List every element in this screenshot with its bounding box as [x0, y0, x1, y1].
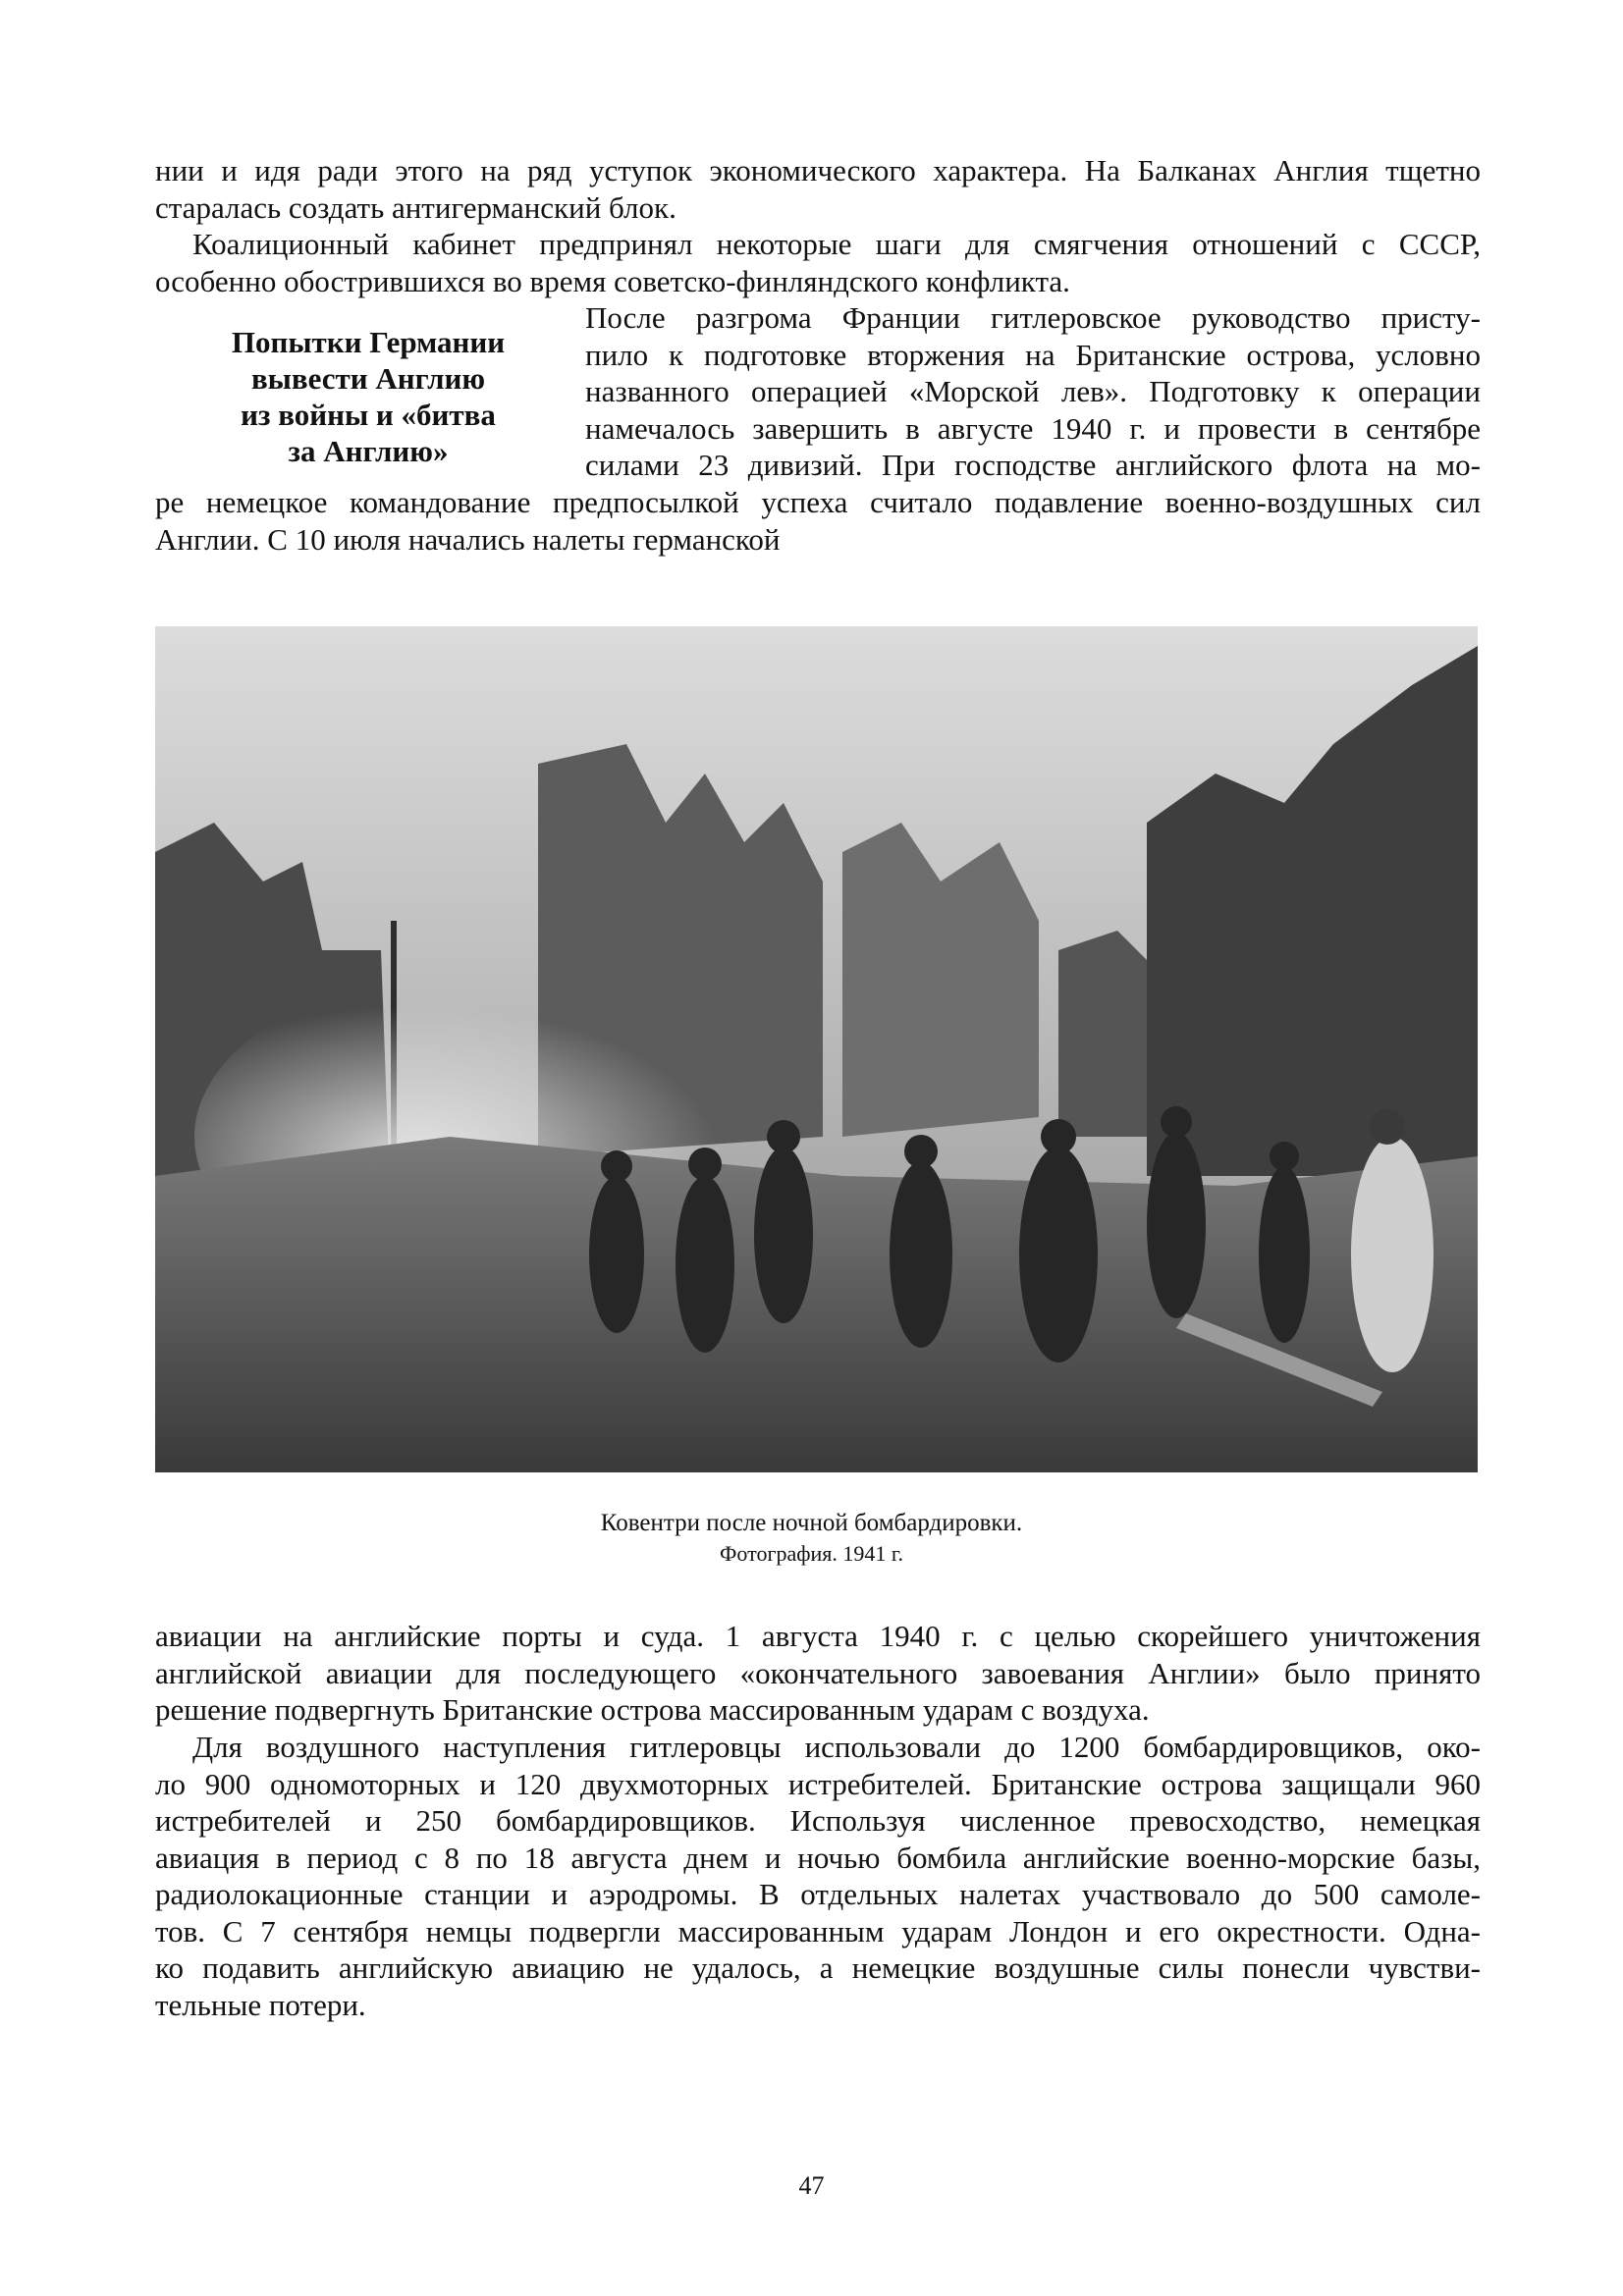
text-line: английской авиации для последующего «окончательного завоевания Англии» было принято	[155, 1655, 1481, 1690]
photo-illustration	[155, 626, 1478, 1472]
text-line: старалась создать антигерманский блок.	[155, 189, 676, 225]
paragraph-1	[155, 152, 1481, 226]
paragraph-2	[155, 226, 1481, 299]
text-line: авиации на английские порты и суда. 1 августа 1940 г. с целью скорейшего уничтожения	[155, 1619, 1481, 1653]
text-line: авиация в период с 8 по 18 августа днем и ночью бомбила английские военно-морские базы,	[155, 1840, 1481, 1875]
text-line: нии и идя ради этого на ряд уступок экономического характера. На Балканах Англия тщетно	[155, 153, 1481, 187]
text-line: ло 900 одномоторных и 120 двухмоторных истребителей. Британские острова защищали 960	[155, 1766, 1481, 1801]
text-line: особенно обострившихся во время советско-финляндского конфликта.	[155, 263, 1070, 298]
text-line: Для воздушного наступления гитлеровцы использовали до 1200 бомбардировщиков, око-	[192, 1730, 1481, 1764]
paragraph-4	[155, 1618, 1481, 1729]
page-number: 47	[798, 2171, 825, 2200]
heading-line: из войны и «битва	[241, 398, 496, 432]
heading-line: за Англию»	[288, 434, 449, 468]
text-line: ко подавить английскую авиацию не удалось, а немецкие воздушные силы понесли чувстви-	[155, 1950, 1481, 1985]
text-line: силами 23 дивизий. При господстве английского флота на мо-	[585, 448, 1481, 482]
paragraph-5	[155, 1729, 1481, 2023]
text-line: После разгрома Франции гитлеровское руководство присту-	[585, 300, 1481, 335]
paragraph-3-continued	[155, 484, 1481, 558]
text-line: названного операцией «Морской лев». Подготовку к операции	[585, 374, 1481, 408]
text-line: намечалось завершить в августе 1940 г. и провести в сентябре	[585, 410, 1481, 446]
figure-caption-subtitle: Фотография. 1941 г.	[720, 1541, 903, 1566]
text-line: тов. С 7 сентября немцы подвергли массированным ударам Лондон и его окрестности. Одна-	[155, 1913, 1481, 1949]
coventry-photograph	[155, 626, 1478, 1472]
figure-caption: Ковентри после ночной бомбардировки.	[600, 1510, 1023, 1536]
text-line: решение подвергнуть Британские острова массированным ударам с воздуха.	[155, 1692, 1150, 1727]
text-line: тельные потери.	[155, 1987, 366, 2022]
heading-line: вывести Англию	[250, 361, 486, 396]
text-line: истребителей и 250 бомбардировщиков. Используя численное превосходство, немецкая	[155, 1803, 1481, 1838]
text-line: радиолокационные станции и аэродромы. В отдельных налетах участвовало до 500 самоле-	[155, 1877, 1481, 1911]
text-line: Коалиционный кабинет предпринял некоторые шаги для смягчения отношений с СССР,	[192, 227, 1481, 261]
heading-line: Попытки Германии	[231, 325, 506, 359]
text-line: ре немецкое командование предпосылкой успеха считало подавление военно-воздушных сил	[155, 485, 1481, 519]
section-side-heading	[191, 324, 545, 469]
text-line: Англии. С 10 июля начались налеты германской	[155, 521, 781, 557]
text-line: пило к подготовке вторжения на Британские острова, условно	[585, 337, 1481, 372]
paragraph-3-wrapped	[585, 299, 1481, 484]
